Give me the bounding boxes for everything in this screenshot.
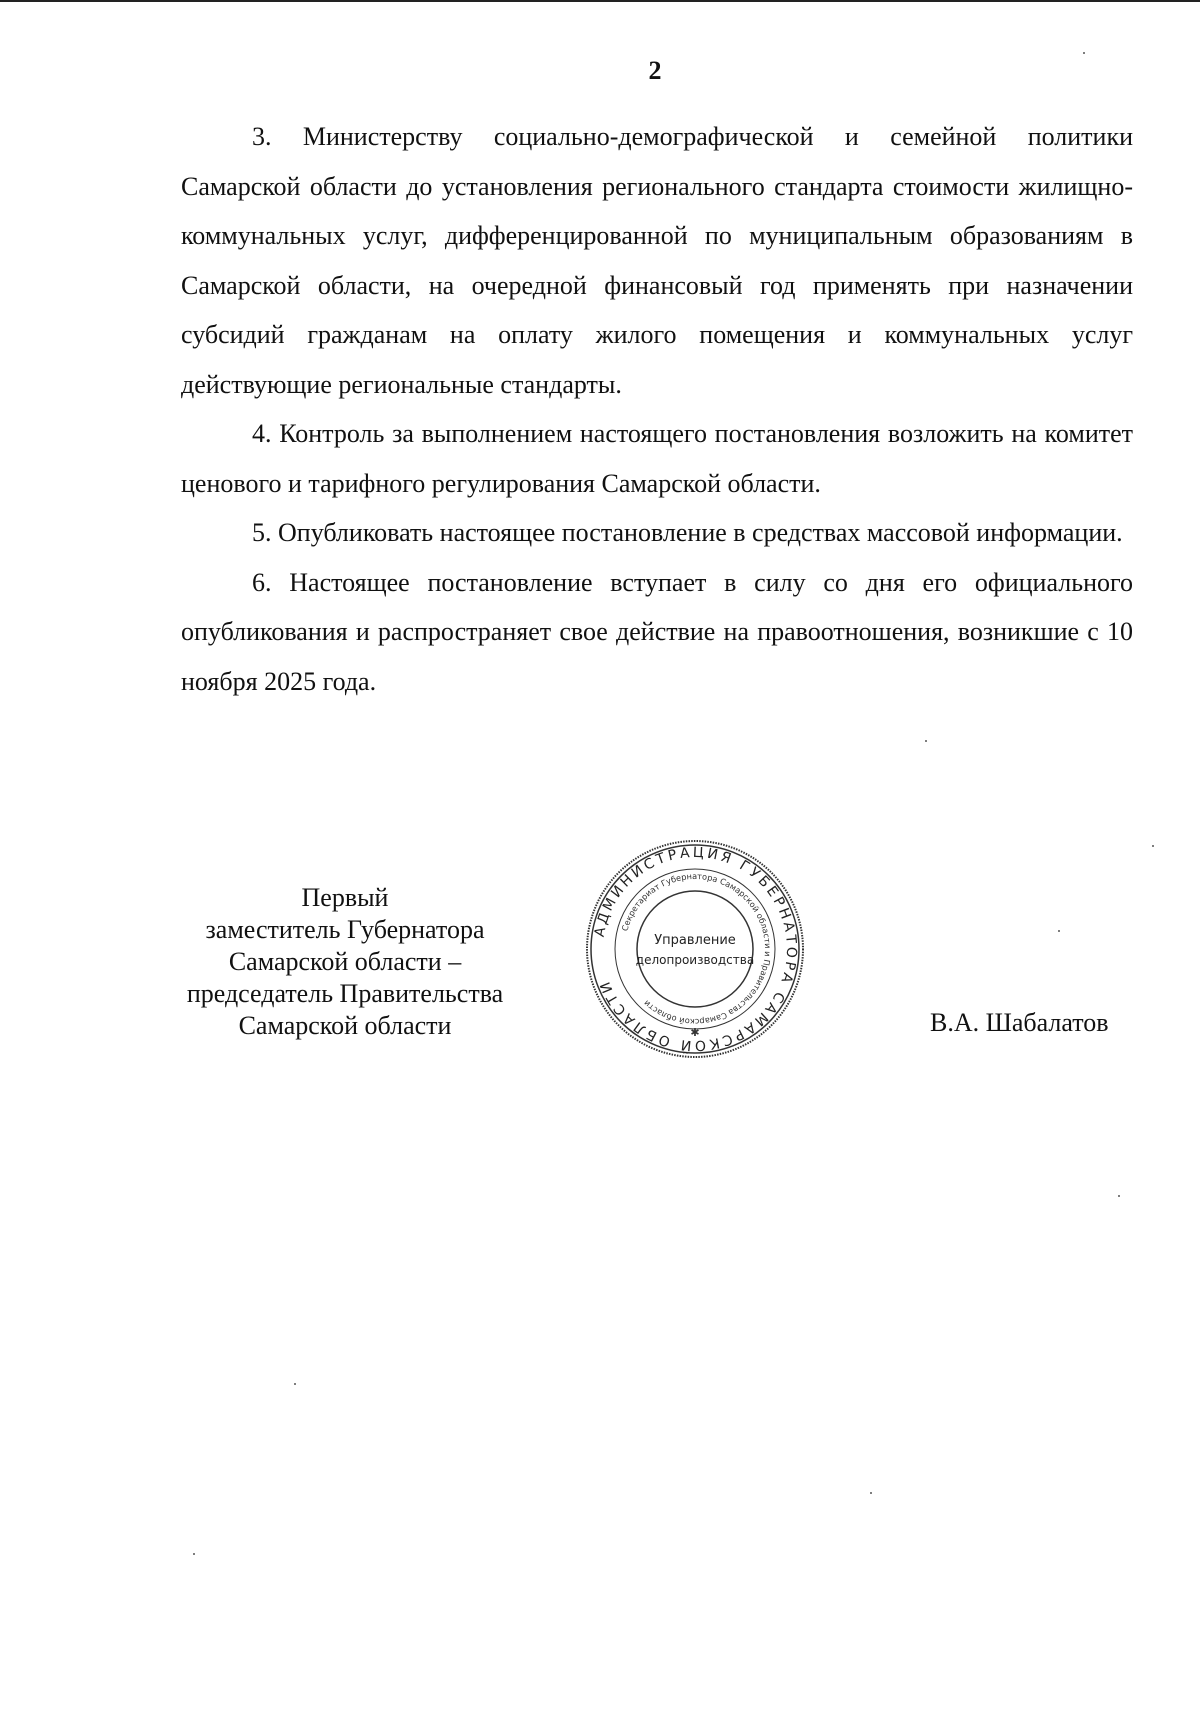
position-line: председатель Правительства	[186, 979, 504, 1008]
position-line: Первый	[301, 883, 389, 912]
scan-speck	[1058, 930, 1060, 932]
stamp-inner-text: Секретариат Губернатора Самарской области и Правительства Самарской области	[619, 870, 774, 1028]
paragraph-6: 6. Настоящее постановление вступает в силу со дня его официального опубликования и распространяет свое действие на правоотношения, возникшие с 10 ноября 2025 года.	[181, 567, 1133, 696]
scan-speck	[1118, 1195, 1120, 1197]
scan-speck	[294, 1383, 296, 1385]
document-body	[181, 112, 1133, 706]
scan-speck	[1083, 52, 1085, 54]
scan-speck	[925, 740, 927, 742]
paragraph-4: 4. Контроль за выполнением настоящего постановления возложить на комитет ценового и тарифного регулирования Самарской области.	[181, 419, 1133, 498]
position-line: Самарской области –	[228, 947, 462, 976]
scan-speck	[870, 1492, 872, 1494]
position-line: Самарской области	[238, 1011, 452, 1040]
paragraph-3: 3. Министерству социально-демографической и семейной политики Самарской области до установления регионального стандарта стоимости жилищно-коммунальных услуг, дифференцированной по муниципальным образованиям в Самарской области, на очередной финансовый год применять при назначении субсидий гражданам на оплату жилого помещения и коммунальных услуг действующие региональные стандарты.	[181, 122, 1133, 399]
scan-speck	[1152, 845, 1154, 847]
top-border-line	[0, 0, 1200, 2]
stamp-star-icon: ✱	[690, 1027, 700, 1039]
scan-speck	[193, 1553, 195, 1555]
stamp-center-line-2: делопроизводства	[635, 953, 755, 967]
page-number: 2	[648, 56, 662, 85]
official-stamp	[584, 838, 806, 1060]
paragraph-5: 5. Опубликовать настоящее постановление в средствах массовой информации.	[252, 518, 1123, 547]
stamp-center-line-1: Управление	[654, 933, 736, 948]
stamp-outer-text: АДМИНИСТРАЦИЯ ГУБЕРНАТОРА САМАРСКОЙ ОБЛАСТИ	[591, 844, 800, 1054]
signatory-position	[160, 882, 530, 1042]
position-line: заместитель Губернатора	[205, 915, 485, 944]
signatory-name: В.А. Шабалатов	[930, 1008, 1109, 1037]
